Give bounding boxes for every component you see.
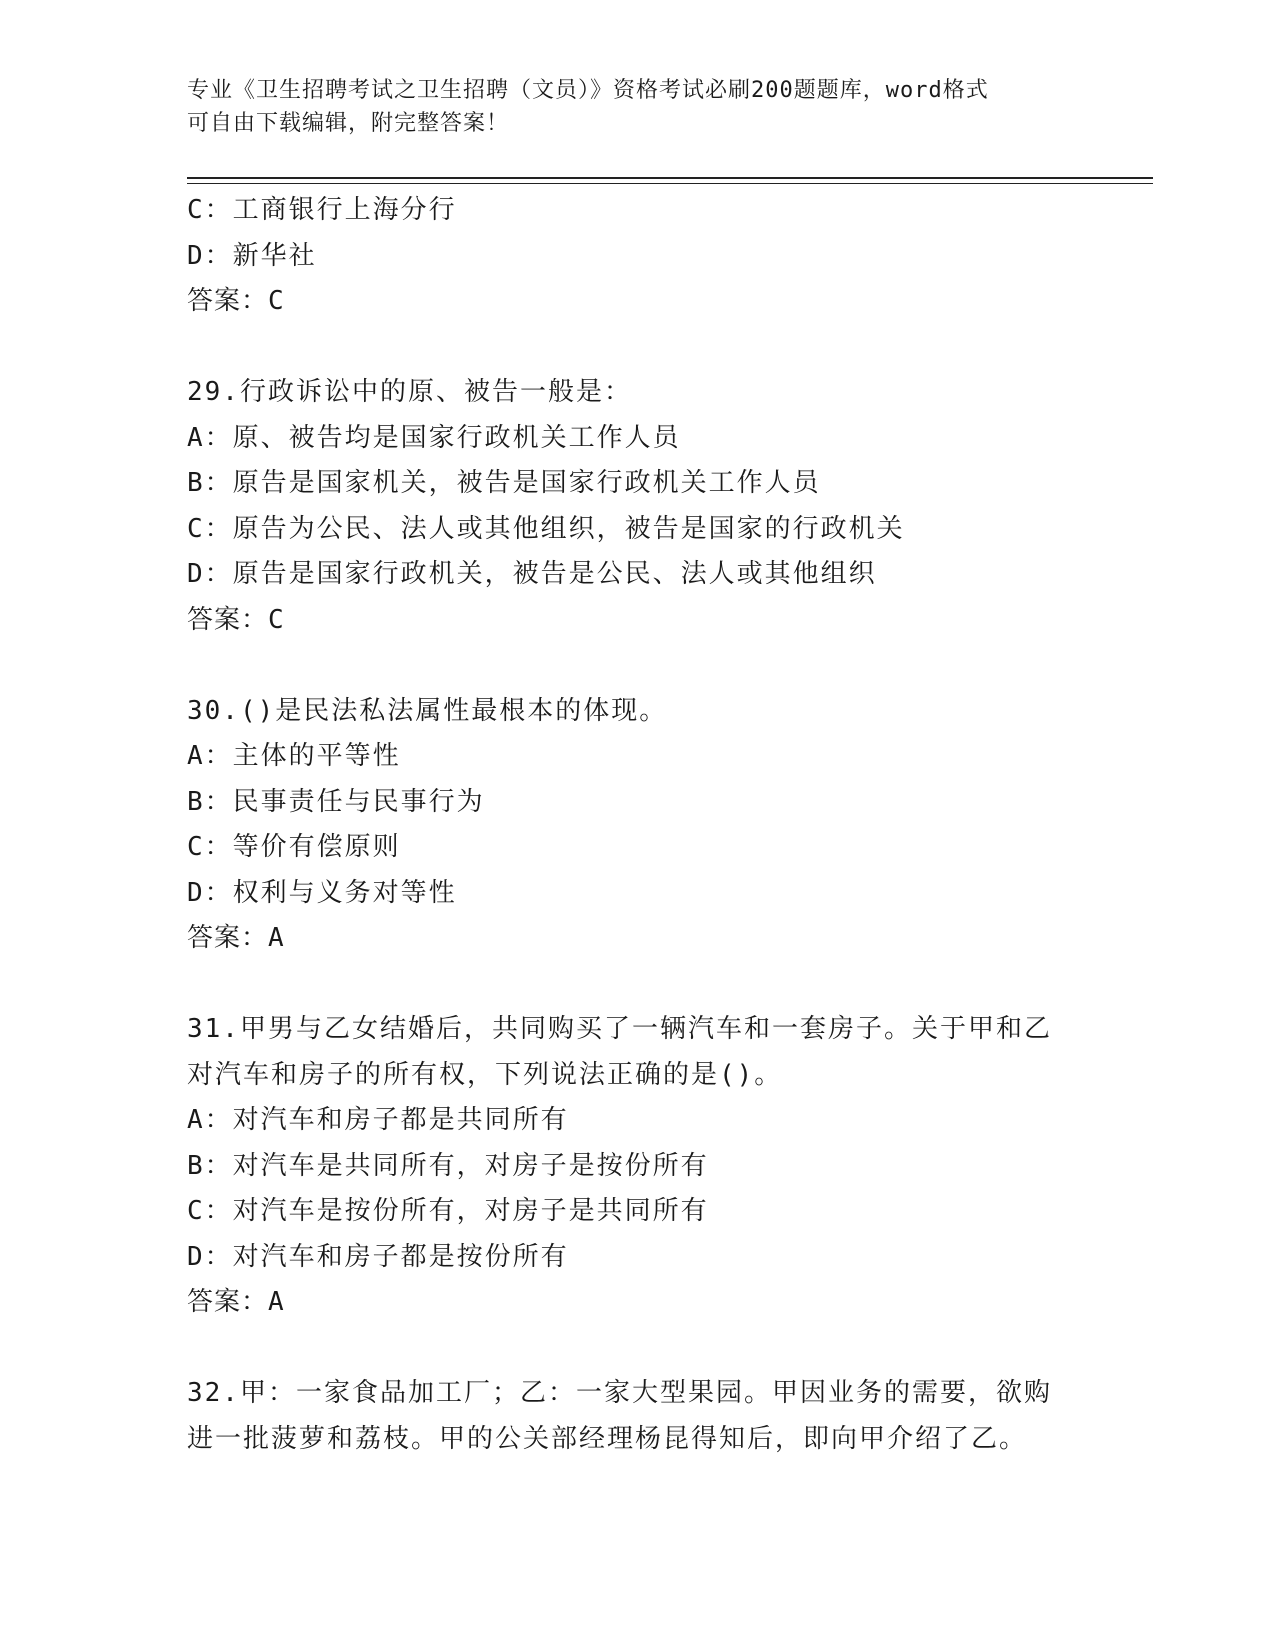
answer-line: 答案：A bbox=[187, 923, 285, 953]
question-stem-line-1: 31.甲男与乙女结婚后，共同购买了一辆汽车和一套房子。关于甲和乙 bbox=[187, 1014, 1052, 1044]
option-d: D：新华社 bbox=[187, 240, 317, 271]
option-d: D：权利与义务对等性 bbox=[187, 877, 457, 908]
document-header bbox=[187, 74, 1067, 140]
option-c: C：等价有偿原则 bbox=[187, 832, 401, 862]
header-line-1: 专业《卫生招聘考试之卫生招聘（文员）》资格考试必刷200题题库，word格式 bbox=[187, 78, 989, 103]
question-stem-line-1: 32.甲：一家食品加工厂；乙：一家大型果园。甲因业务的需要，欲购 bbox=[187, 1378, 1052, 1408]
header-rule-thick bbox=[187, 177, 1153, 179]
option-b: B：民事责任与民事行为 bbox=[187, 786, 485, 817]
option-a: A：原、被告均是国家行政机关工作人员 bbox=[187, 422, 681, 453]
answer-line: 答案：A bbox=[187, 1287, 285, 1317]
question-30 bbox=[187, 689, 1087, 962]
question-31 bbox=[187, 1007, 1087, 1326]
answer-line: 答案：C bbox=[187, 286, 285, 316]
header-rule-thin bbox=[187, 183, 1153, 184]
option-b: B：原告是国家机关，被告是国家行政机关工作人员 bbox=[187, 468, 821, 498]
question-stem: 30.()是民法私法属性最根本的体现。 bbox=[187, 695, 668, 726]
question-32 bbox=[187, 1371, 1087, 1462]
question-28-continued bbox=[187, 188, 1087, 325]
option-c: C：原告为公民、法人或其他组织，被告是国家的行政机关 bbox=[187, 513, 905, 544]
question-stem-line-2: 对汽车和房子的所有权，下列说法正确的是()。 bbox=[187, 1059, 783, 1090]
question-29 bbox=[187, 370, 1087, 643]
option-a: A：主体的平等性 bbox=[187, 741, 401, 771]
option-c: C：对汽车是按份所有，对房子是共同所有 bbox=[187, 1196, 709, 1226]
question-stem-line-2: 进一批菠萝和荔枝。甲的公关部经理杨昆得知后，即向甲介绍了乙。 bbox=[187, 1423, 1028, 1454]
option-a: A：对汽车和房子都是共同所有 bbox=[187, 1105, 569, 1135]
answer-line: 答案：C bbox=[187, 604, 285, 635]
question-stem: 29.行政诉讼中的原、被告一般是： bbox=[187, 377, 632, 407]
option-d: D：对汽车和房子都是按份所有 bbox=[187, 1241, 569, 1272]
question-list bbox=[187, 188, 1087, 1462]
option-c: C：工商银行上海分行 bbox=[187, 195, 457, 225]
option-b: B：对汽车是共同所有，对房子是按份所有 bbox=[187, 1150, 709, 1181]
header-line-2: 可自由下载编辑，附完整答案！ bbox=[187, 111, 510, 136]
option-d: D：原告是国家行政机关，被告是公民、法人或其他组织 bbox=[187, 559, 877, 589]
